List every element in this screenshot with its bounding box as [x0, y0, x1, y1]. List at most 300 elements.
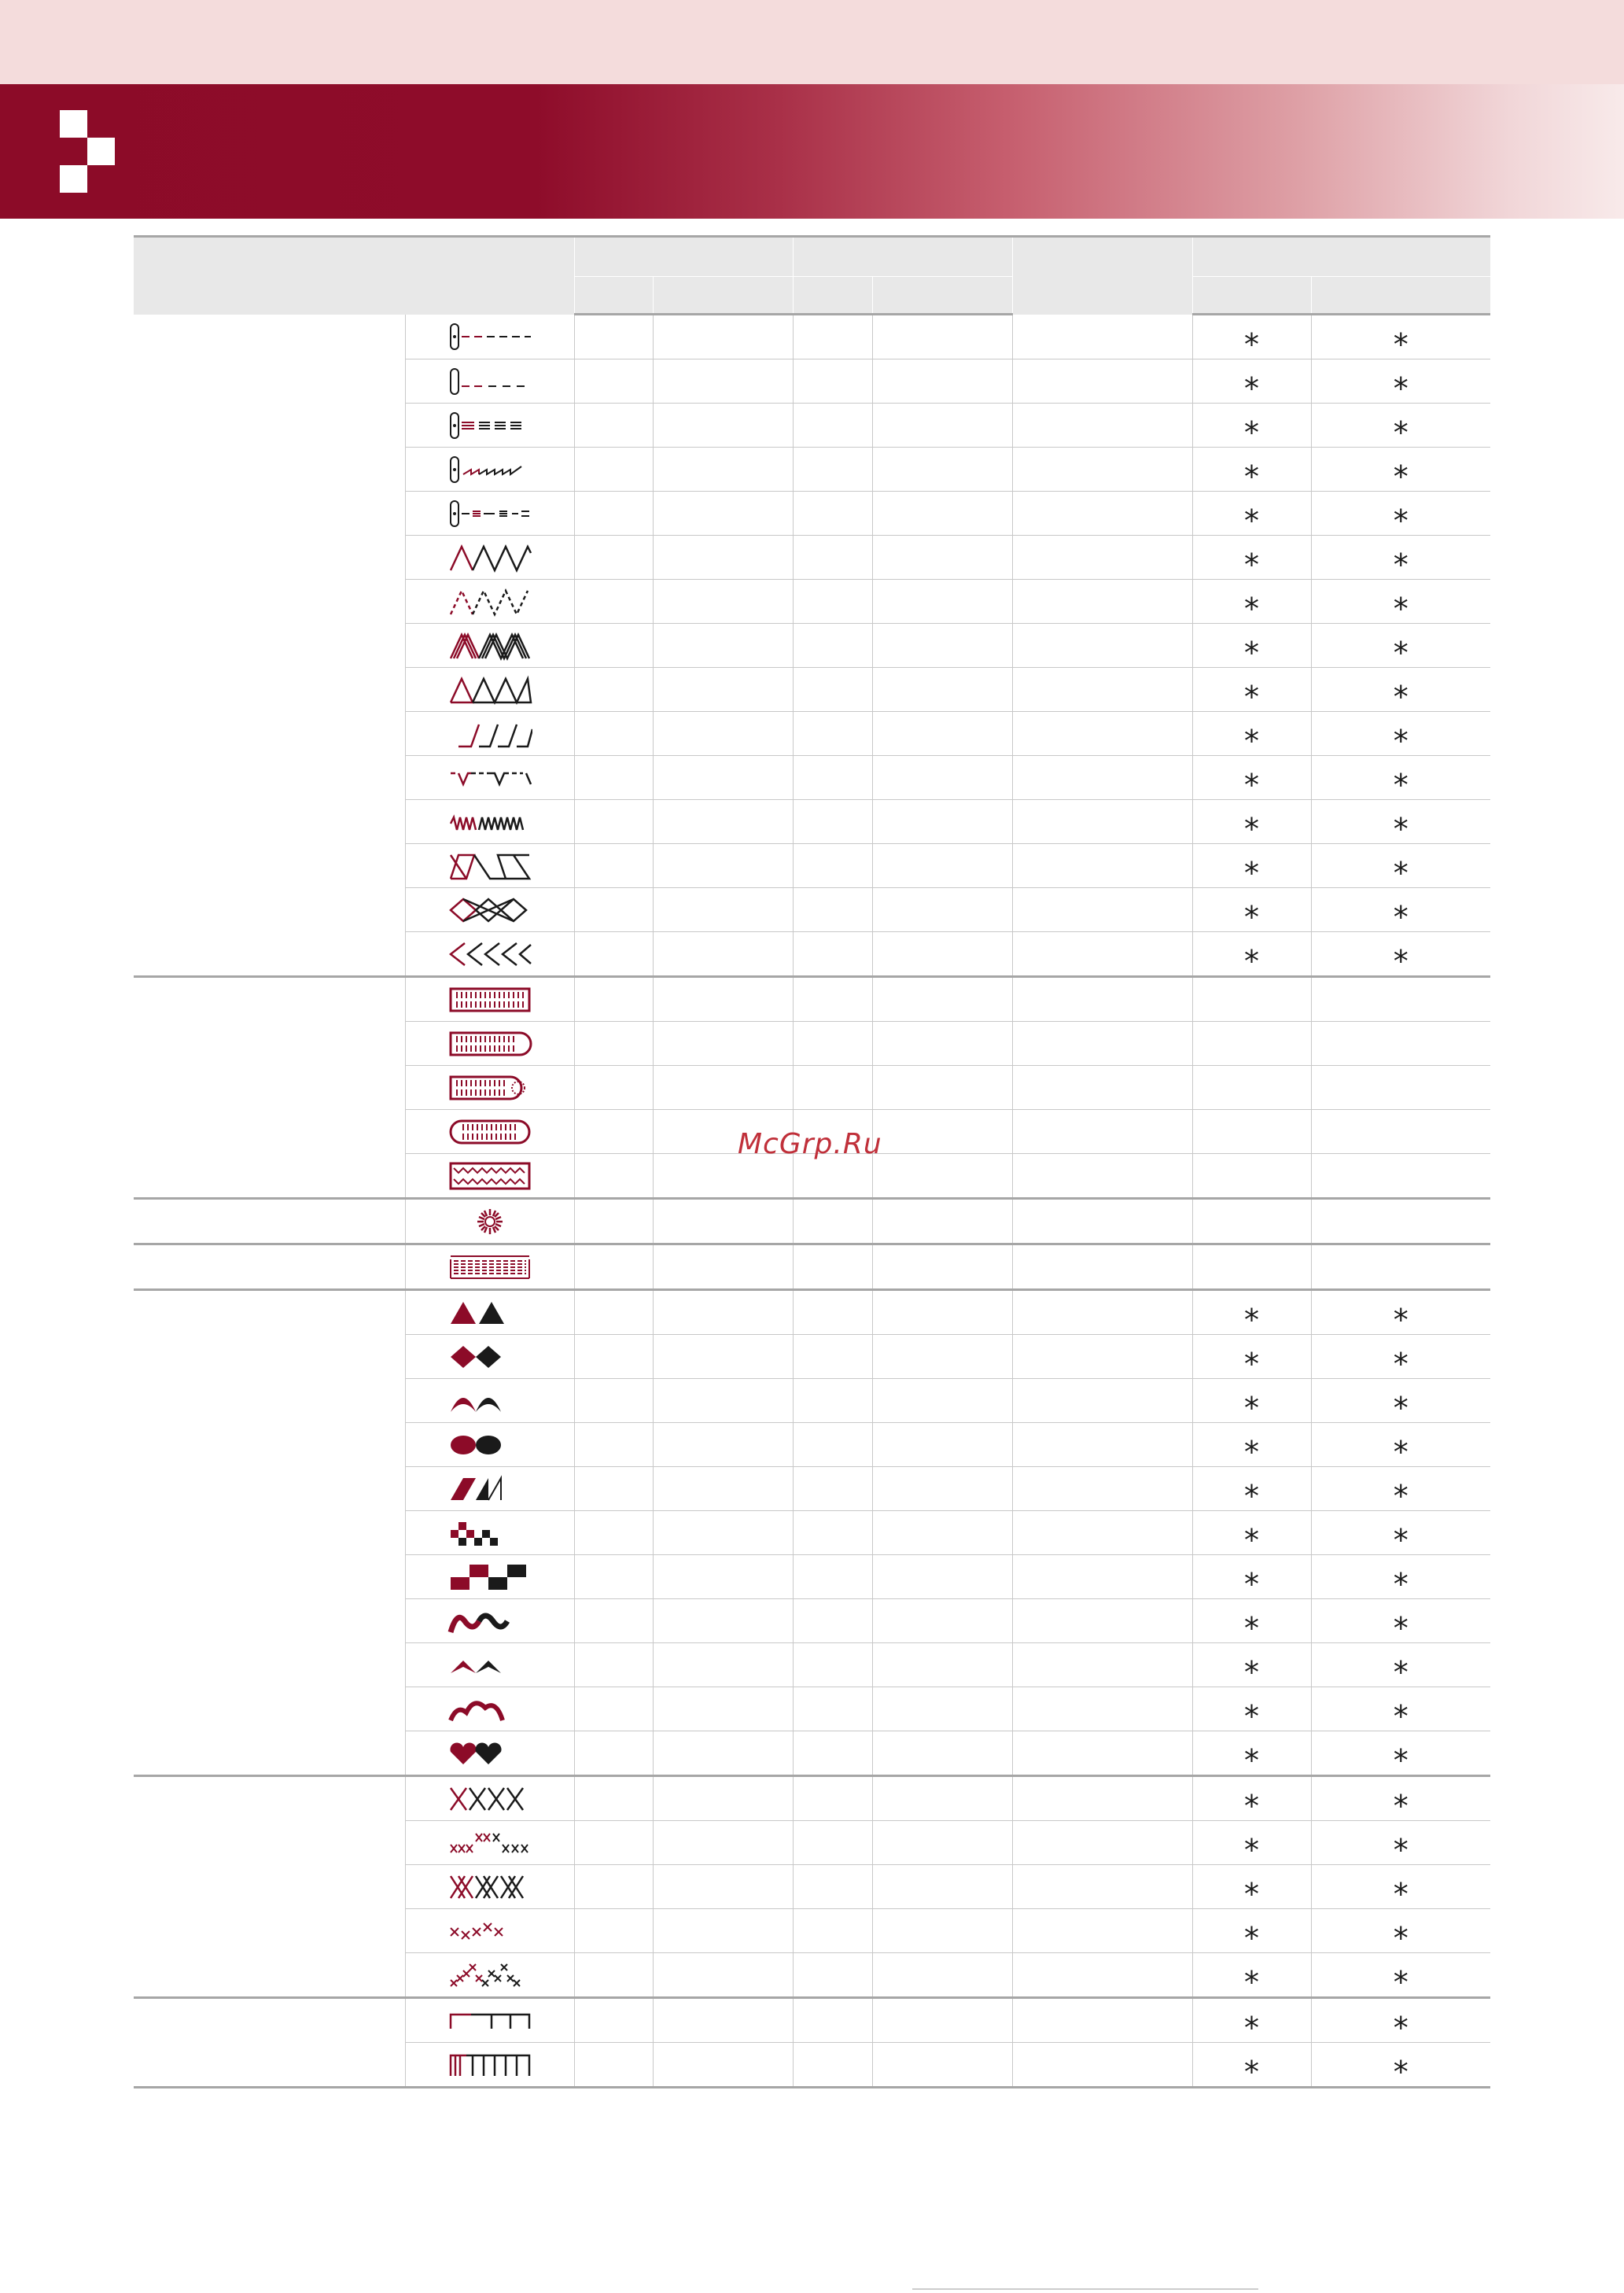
- asterisk-mark: *: [1244, 767, 1259, 802]
- stitch-icon-cell: [405, 1909, 574, 1953]
- empty-cell: [653, 1953, 793, 1998]
- mark-cell: [1192, 1998, 1311, 2043]
- empty-cell: [1012, 1335, 1192, 1379]
- empty-cell: [1012, 1776, 1192, 1821]
- asterisk-mark: *: [1244, 1832, 1259, 1867]
- overlock-stitch-icon: [447, 850, 532, 882]
- mark-cell: [1311, 536, 1490, 580]
- empty-cell: [872, 1154, 1012, 1199]
- empty-cell: [793, 448, 872, 492]
- stitch-icon-cell: [405, 668, 574, 712]
- double-cross-stitch-icon: [447, 1871, 532, 1903]
- empty-cell: [872, 1909, 1012, 1953]
- empty-cell: [574, 932, 653, 977]
- empty-cell: [574, 1599, 653, 1643]
- empty-cell: [1012, 756, 1192, 800]
- table-body: [134, 315, 1490, 2088]
- stitch-icon-cell: [405, 1199, 574, 1244]
- empty-cell: [1012, 1467, 1192, 1511]
- satin-parallelogram-icon: [447, 1473, 532, 1505]
- mark-cell: [1192, 1335, 1311, 1379]
- empty-cell: [1012, 1687, 1192, 1731]
- stitch-icon-cell: [405, 1998, 574, 2043]
- mark-cell: [1192, 580, 1311, 624]
- stitch-icon-cell: [405, 800, 574, 844]
- feather-stitch-icon: [447, 938, 532, 970]
- stitch-icon-cell: [405, 756, 574, 800]
- empty-cell: [1012, 2043, 1192, 2088]
- empty-cell: [574, 536, 653, 580]
- mark-cell: [1192, 1776, 1311, 1821]
- header-subcell: [653, 277, 793, 315]
- empty-cell: [653, 1643, 793, 1687]
- mark-cell: [1311, 1731, 1490, 1776]
- asterisk-mark: *: [1244, 635, 1259, 670]
- mark-cell: [1192, 1909, 1311, 1956]
- empty-cell: [574, 1379, 653, 1423]
- satin-block-icon: [447, 1561, 532, 1593]
- asterisk-mark: *: [1244, 1522, 1259, 1558]
- empty-cell: [574, 1731, 653, 1776]
- empty-cell: [1012, 1731, 1192, 1776]
- mark-cell: [1192, 404, 1311, 448]
- empty-cell: [574, 1909, 653, 1953]
- asterisk-mark: *: [1393, 1610, 1409, 1646]
- mark-cell: [1311, 2043, 1490, 2088]
- mark-cell: [1311, 580, 1490, 624]
- empty-cell: [574, 1643, 653, 1687]
- empty-cell: [872, 932, 1012, 977]
- empty-cell: [574, 1199, 653, 1244]
- header-cell: [1012, 237, 1192, 315]
- empty-cell: [793, 1998, 872, 2043]
- empty-cell: [872, 1731, 1012, 1776]
- asterisk-mark: *: [1244, 1478, 1259, 1513]
- empty-cell: [574, 1022, 653, 1066]
- mark-cell: [1311, 1998, 1490, 2043]
- empty-cell: [574, 1154, 653, 1199]
- dotted-zigzag-stitch-icon: [447, 586, 532, 617]
- asterisk-mark: *: [1393, 723, 1409, 758]
- empty-cell: [1012, 712, 1192, 756]
- empty-cell: [793, 1555, 872, 1599]
- empty-cell: [653, 977, 793, 1022]
- table-row: [134, 1244, 1490, 1290]
- empty-cell: [653, 1865, 793, 1909]
- table-row: [134, 1776, 1490, 1821]
- empty-cell: [1012, 1555, 1192, 1599]
- straight-stitch-icon: [447, 321, 532, 352]
- header-subcell: [574, 277, 653, 315]
- mark-cell: [1311, 1467, 1490, 1511]
- stitch-icon-cell: [405, 2043, 574, 2088]
- mark-cell: [1311, 448, 1490, 492]
- satin-diamond-icon: [447, 1341, 532, 1373]
- mark-cell: [1192, 712, 1311, 756]
- stitch-icon-cell: [405, 1022, 574, 1066]
- stitch-icon-cell: [405, 1290, 574, 1335]
- empty-cell: [1012, 977, 1192, 1022]
- empty-cell: [574, 712, 653, 756]
- stitch-icon-cell: [405, 1110, 574, 1154]
- empty-cell: [1012, 1154, 1192, 1199]
- basting-stitch-icon: [447, 366, 532, 397]
- triple-straight-stitch-icon: [447, 410, 532, 441]
- mark-cell: [1192, 1953, 1311, 1998]
- elastic-zigzag-stitch-icon: [447, 806, 532, 838]
- empty-cell: [872, 1865, 1012, 1909]
- empty-cell: [653, 1998, 793, 2043]
- empty-cell: [872, 1022, 1012, 1066]
- empty-cell: [653, 536, 793, 580]
- satin-oval-icon: [447, 1429, 532, 1461]
- empty-cell: [872, 1555, 1012, 1599]
- mark-cell: [1311, 1154, 1490, 1199]
- asterisk-mark: *: [1244, 679, 1259, 714]
- satin-scallop-icon: [447, 1385, 532, 1417]
- mark-cell: [1311, 1865, 1490, 1909]
- empty-cell: [793, 580, 872, 624]
- stitch-icon-cell: [405, 1379, 574, 1423]
- empty-cell: [793, 1865, 872, 1909]
- empty-cell: [653, 1290, 793, 1335]
- asterisk-mark: *: [1393, 1478, 1409, 1513]
- asterisk-mark: *: [1244, 326, 1259, 362]
- asterisk-mark: *: [1244, 723, 1259, 758]
- empty-cell: [793, 1335, 872, 1379]
- empty-cell: [872, 977, 1012, 1022]
- mark-cell: [1311, 1953, 1490, 1998]
- empty-cell: [653, 1687, 793, 1731]
- empty-cell: [793, 1154, 872, 1199]
- header-row: [134, 237, 1490, 277]
- stitch-icon-cell: [405, 1687, 574, 1731]
- mark-cell: [1311, 492, 1490, 536]
- empty-cell: [574, 1110, 653, 1154]
- asterisk-mark: *: [1393, 370, 1409, 406]
- asterisk-mark: *: [1244, 1788, 1259, 1823]
- empty-cell: [1012, 1909, 1192, 1953]
- empty-cell: [653, 668, 793, 712]
- empty-cell: [653, 1244, 793, 1290]
- stitch-icon-cell: [405, 1599, 574, 1643]
- empty-cell: [1012, 844, 1192, 888]
- empty-cell: [1012, 1953, 1192, 1998]
- asterisk-mark: *: [1244, 899, 1259, 935]
- empty-cell: [574, 844, 653, 888]
- mark-cell: [1192, 800, 1311, 844]
- table-row: [134, 1199, 1490, 1244]
- asterisk-mark: *: [1393, 2054, 1409, 2089]
- mark-cell: [1192, 977, 1311, 1022]
- asterisk-mark: *: [1244, 1302, 1259, 1337]
- empty-cell: [574, 1998, 653, 2043]
- empty-cell: [872, 1423, 1012, 1467]
- satin-heart-icon: [447, 1738, 532, 1769]
- stitch-icon-cell: [405, 1821, 574, 1865]
- empty-cell: [872, 756, 1012, 800]
- empty-cell: [872, 1199, 1012, 1244]
- mark-cell: [1192, 1290, 1311, 1335]
- satin-checker-icon: [447, 1517, 532, 1549]
- empty-cell: [872, 888, 1012, 932]
- group-label-cell: [134, 1776, 405, 1998]
- empty-cell: [653, 1511, 793, 1555]
- empty-cell: [793, 1379, 872, 1423]
- mark-cell: [1311, 1022, 1490, 1066]
- mark-cell: [1192, 1022, 1311, 1066]
- empty-cell: [653, 800, 793, 844]
- asterisk-mark: *: [1244, 1566, 1259, 1602]
- mark-cell: [1311, 756, 1490, 800]
- asterisk-mark: *: [1244, 1742, 1259, 1778]
- stitch-icon-cell: [405, 932, 574, 977]
- asterisk-mark: *: [1393, 459, 1409, 494]
- stitch-icon-cell: [405, 844, 574, 888]
- empty-cell: [793, 888, 872, 932]
- logo-icon: [60, 110, 120, 192]
- keyhole-buttonhole-icon: [447, 1072, 532, 1104]
- stretch-blind-hem-stitch-icon: [447, 762, 532, 794]
- stitch-icon-cell: [405, 888, 574, 932]
- empty-cell: [1012, 1643, 1192, 1687]
- stitch-icon-cell: [405, 359, 574, 404]
- empty-cell: [1012, 536, 1192, 580]
- empty-cell: [574, 888, 653, 932]
- asterisk-mark: *: [1393, 679, 1409, 714]
- asterisk-mark: *: [1393, 2010, 1409, 2045]
- asterisk-mark: *: [1244, 1346, 1259, 1381]
- table-row: [134, 1998, 1490, 2043]
- overcast-stitch-icon: [447, 674, 532, 706]
- blind-hem-stitch-icon: [447, 718, 532, 750]
- group-label-cell: [134, 1998, 405, 2088]
- mark-cell: [1311, 1244, 1490, 1290]
- empty-cell: [574, 448, 653, 492]
- mark-cell: [1192, 888, 1311, 935]
- empty-cell: [574, 1687, 653, 1731]
- table-row: [134, 315, 1490, 359]
- mark-cell: [1192, 315, 1311, 362]
- asterisk-mark: *: [1393, 1654, 1409, 1690]
- empty-cell: [1012, 1865, 1192, 1909]
- mark-cell: [1311, 1066, 1490, 1110]
- mark-cell: [1311, 315, 1490, 362]
- group-label-cell: [134, 1244, 405, 1290]
- asterisk-mark: *: [1393, 811, 1409, 846]
- empty-cell: [653, 1423, 793, 1467]
- empty-cell: [653, 1909, 793, 1953]
- cross-overlock-stitch-icon: [447, 894, 532, 926]
- empty-cell: [872, 1290, 1012, 1335]
- asterisk-mark: *: [1244, 459, 1259, 494]
- mark-cell: [1311, 624, 1490, 668]
- mark-cell: [1311, 1555, 1490, 1602]
- empty-cell: [1012, 1821, 1192, 1865]
- fine-ladder-stitch-icon: [447, 2049, 532, 2081]
- empty-cell: [574, 580, 653, 624]
- empty-cell: [872, 668, 1012, 712]
- watermark: McGrp.Ru: [738, 1128, 882, 1160]
- empty-cell: [872, 1821, 1012, 1865]
- empty-cell: [574, 1555, 653, 1599]
- header-subcell: [1192, 277, 1311, 315]
- empty-cell: [653, 580, 793, 624]
- mark-cell: [1311, 404, 1490, 448]
- empty-cell: [574, 492, 653, 536]
- empty-cell: [793, 404, 872, 448]
- asterisk-mark: *: [1244, 503, 1259, 538]
- asterisk-mark: *: [1244, 2010, 1259, 2045]
- empty-cell: [1012, 404, 1192, 448]
- empty-cell: [653, 756, 793, 800]
- asterisk-mark: *: [1244, 2054, 1259, 2089]
- empty-cell: [574, 1821, 653, 1865]
- empty-cell: [872, 1643, 1012, 1687]
- round-end-buttonhole-icon: [447, 1028, 532, 1060]
- stitch-icon-cell: [405, 1423, 574, 1467]
- mark-cell: [1311, 1511, 1490, 1558]
- empty-cell: [872, 1066, 1012, 1110]
- mark-cell: [1311, 1821, 1490, 1865]
- empty-cell: [653, 888, 793, 932]
- header-cell: [1192, 237, 1490, 277]
- mark-cell: [1311, 668, 1490, 712]
- asterisk-mark: *: [1393, 1522, 1409, 1558]
- asterisk-mark: *: [1393, 1434, 1409, 1469]
- mark-cell: [1311, 1199, 1490, 1244]
- stitch-icon-cell: [405, 1953, 574, 1998]
- empty-cell: [872, 1110, 1012, 1154]
- mark-cell: [1311, 800, 1490, 844]
- asterisk-mark: *: [1393, 1390, 1409, 1425]
- mark-cell: [1311, 712, 1490, 756]
- empty-cell: [1012, 1066, 1192, 1110]
- empty-cell: [653, 404, 793, 448]
- satin-cloud-icon: [447, 1694, 532, 1725]
- empty-cell: [653, 624, 793, 668]
- mark-cell: [1192, 932, 1311, 977]
- mark-cell: [1192, 448, 1311, 492]
- empty-cell: [793, 1290, 872, 1335]
- mark-cell: [1311, 1643, 1490, 1690]
- empty-cell: [872, 844, 1012, 888]
- asterisk-mark: *: [1393, 591, 1409, 626]
- empty-cell: [793, 1423, 872, 1467]
- stitch-icon-cell: [405, 1865, 574, 1909]
- empty-cell: [574, 1290, 653, 1335]
- empty-cell: [653, 1199, 793, 1244]
- stitch-icon-cell: [405, 580, 574, 624]
- stitch-icon-cell: [405, 977, 574, 1022]
- mark-cell: [1192, 492, 1311, 536]
- mark-cell: [1192, 1731, 1311, 1776]
- empty-cell: [653, 1379, 793, 1423]
- empty-cell: [872, 359, 1012, 404]
- asterisk-mark: *: [1393, 1920, 1409, 1956]
- mark-cell: [1311, 932, 1490, 977]
- empty-cell: [574, 1423, 653, 1467]
- cross-stitch-icon: [447, 1783, 532, 1815]
- asterisk-mark: *: [1393, 326, 1409, 362]
- asterisk-mark: *: [1244, 1610, 1259, 1646]
- mark-cell: [1311, 1909, 1490, 1956]
- empty-cell: [872, 1776, 1012, 1821]
- empty-cell: [872, 536, 1012, 580]
- mark-cell: [1192, 1199, 1311, 1244]
- mark-cell: [1311, 888, 1490, 935]
- asterisk-mark: *: [1244, 943, 1259, 979]
- empty-cell: [1012, 359, 1192, 404]
- satin-arrow-icon: [447, 1650, 532, 1681]
- empty-cell: [653, 1555, 793, 1599]
- empty-cell: [653, 315, 793, 359]
- empty-cell: [653, 1599, 793, 1643]
- asterisk-mark: *: [1244, 1390, 1259, 1425]
- empty-cell: [872, 1467, 1012, 1511]
- empty-cell: [793, 1022, 872, 1066]
- mark-cell: [1311, 1110, 1490, 1154]
- header-subcell: [793, 277, 872, 315]
- empty-cell: [1012, 668, 1192, 712]
- empty-cell: [793, 800, 872, 844]
- empty-cell: [872, 1335, 1012, 1379]
- asterisk-mark: *: [1244, 1964, 1259, 2000]
- asterisk-mark: *: [1244, 591, 1259, 626]
- empty-cell: [1012, 580, 1192, 624]
- stitch-icon-cell: [405, 624, 574, 668]
- stitch-icon-cell: [405, 1643, 574, 1687]
- empty-cell: [793, 1244, 872, 1290]
- empty-cell: [793, 1199, 872, 1244]
- asterisk-mark: *: [1393, 547, 1409, 582]
- mark-cell: [1192, 536, 1311, 580]
- title-bar: [0, 84, 1624, 219]
- empty-cell: [793, 1821, 872, 1865]
- asterisk-mark: *: [1393, 1698, 1409, 1734]
- group-label-cell: [134, 315, 405, 977]
- empty-cell: [574, 1467, 653, 1511]
- stitch-icon-cell: [405, 1244, 574, 1290]
- mark-cell: [1311, 1599, 1490, 1646]
- empty-cell: [872, 1379, 1012, 1423]
- empty-cell: [793, 315, 872, 359]
- satin-triangle-icon: [447, 1297, 532, 1329]
- mark-cell: [1311, 977, 1490, 1022]
- empty-cell: [653, 1066, 793, 1110]
- asterisk-mark: *: [1393, 855, 1409, 890]
- asterisk-mark: *: [1244, 855, 1259, 890]
- asterisk-mark: *: [1244, 1920, 1259, 1956]
- empty-cell: [872, 712, 1012, 756]
- mark-cell: [1192, 1066, 1311, 1110]
- stitch-icon-cell: [405, 404, 574, 448]
- empty-cell: [653, 448, 793, 492]
- bar-tack-stitch-icon: [447, 498, 532, 529]
- empty-cell: [653, 1467, 793, 1511]
- group-label-cell: [134, 1290, 405, 1776]
- asterisk-mark: *: [1244, 1654, 1259, 1690]
- mark-cell: [1192, 1821, 1311, 1865]
- group-label-cell: [134, 1199, 405, 1244]
- empty-cell: [793, 2043, 872, 2088]
- mark-cell: [1311, 844, 1490, 888]
- asterisk-mark: *: [1244, 1698, 1259, 1734]
- empty-cell: [872, 315, 1012, 359]
- oval-buttonhole-icon: [447, 1116, 532, 1148]
- empty-cell: [574, 1335, 653, 1379]
- empty-cell: [872, 1953, 1012, 1998]
